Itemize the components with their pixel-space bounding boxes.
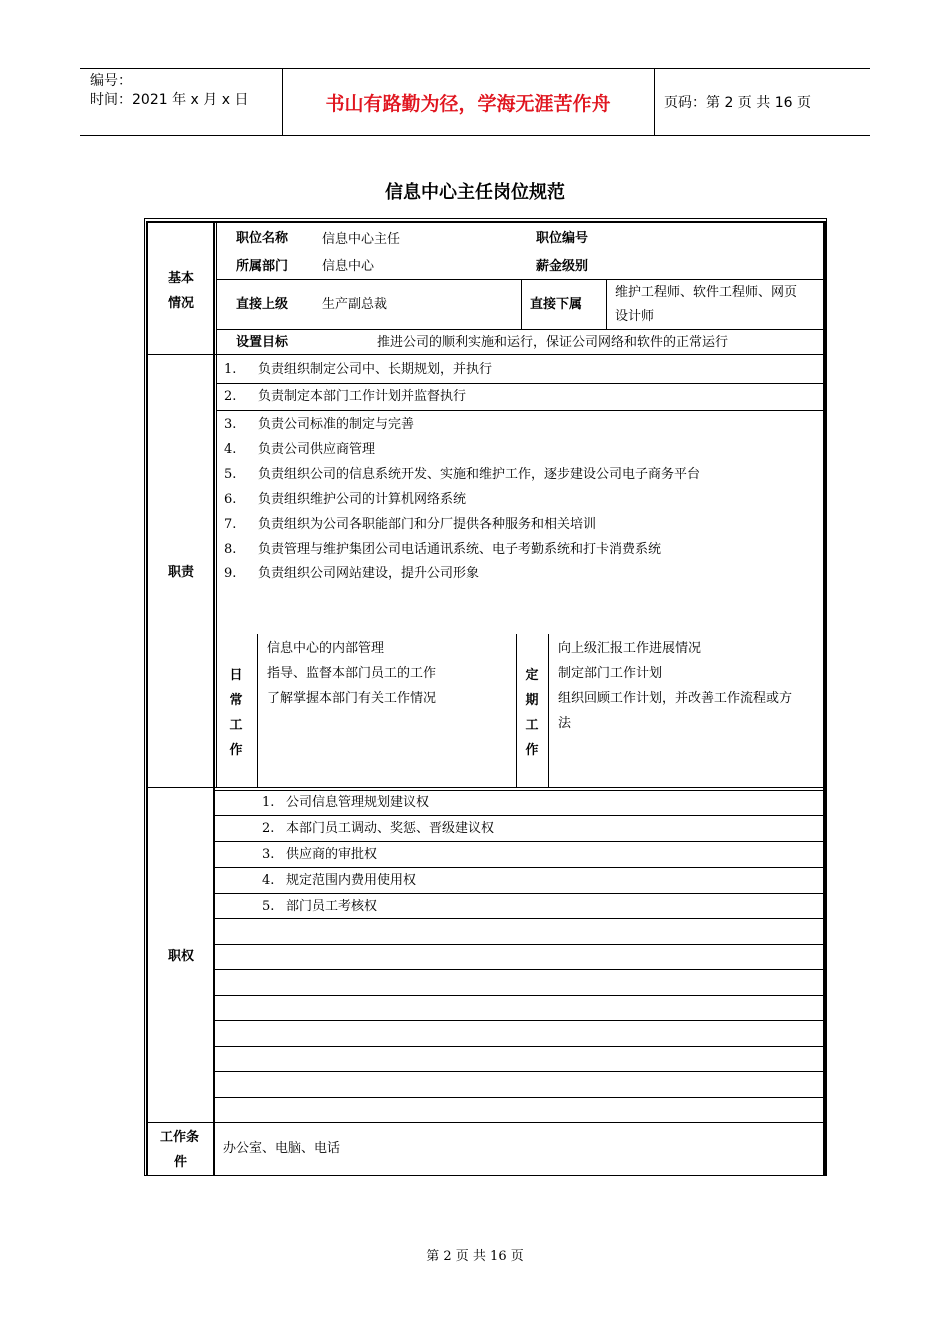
table-top-border	[146, 221, 827, 223]
subordinate-value-line2: 设计师	[615, 309, 655, 324]
separator-basic-duties	[146, 354, 825, 355]
periodic-left-divider	[516, 634, 517, 788]
conditions-value: 办公室、电脑、电话	[223, 1141, 341, 1156]
position-name-value: 信息中心主任	[322, 232, 401, 247]
conditions-label-2: 件	[174, 1155, 188, 1170]
subordinate-label: 直接下属	[530, 297, 583, 312]
authority-rule	[214, 893, 825, 894]
duty-rule-2	[216, 410, 825, 411]
table-right-border	[823, 221, 826, 1176]
authority-rule	[214, 867, 825, 868]
authority-rule	[214, 1020, 825, 1021]
periodic-item: 法	[558, 716, 572, 731]
duty-item: 2. 负责制定本部门工作计划并监督执行	[224, 389, 467, 404]
position-name-label: 职位名称	[236, 231, 289, 246]
separator-duties-authority	[146, 787, 825, 788]
authority-top-rule	[214, 790, 825, 791]
authority-item: 3. 供应商的审批权	[262, 847, 378, 862]
department-label: 所属部门	[236, 259, 289, 274]
authority-rule	[214, 841, 825, 842]
department-value: 信息中心	[322, 259, 375, 274]
authority-item: 2. 本部门员工调动、奖惩、晋级建议权	[262, 821, 495, 836]
basic-section-label-2: 情况	[168, 296, 195, 311]
page-title: 信息中心主任岗位规范	[385, 182, 565, 203]
duty-rule-1	[216, 383, 825, 384]
daily-item: 指导、监督本部门员工的工作	[267, 666, 437, 681]
periodic-work-label: 定 期 工 作	[525, 668, 539, 758]
daily-item: 信息中心的内部管理	[267, 641, 385, 656]
conditions-label-1: 工作条	[160, 1130, 200, 1145]
duty-item: 1. 负责组织制定公司中、长期规划，并执行	[224, 362, 493, 377]
duty-item: 5. 负责组织公司的信息系统开发、实施和维护工作，逐步建设公司电子商务平台	[224, 467, 701, 482]
authority-item: 5. 部门员工考核权	[262, 899, 378, 914]
superior-label: 直接上级	[236, 297, 289, 312]
header-divider-right	[654, 69, 655, 136]
position-code-label: 职位编号	[536, 231, 589, 246]
goal-value: 推进公司的顺利实施和运行，保证公司网络和软件的正常运行	[377, 335, 729, 350]
label-column-divider-inner	[216, 221, 217, 788]
table-left-border	[146, 221, 148, 1176]
basic-row-rule-2	[216, 329, 825, 330]
periodic-label-divider	[548, 634, 549, 788]
authority-item: 1. 公司信息管理规划建议权	[262, 795, 430, 810]
duty-item: 7. 负责组织为公司各职能部门和分厂提供各种服务和相关培训	[224, 517, 597, 532]
authority-rule	[214, 1097, 825, 1098]
authority-rule	[214, 995, 825, 996]
authority-rule	[214, 1046, 825, 1047]
header-top-rule	[80, 68, 870, 69]
periodic-item: 组织回顾工作计划，并改善工作流程或方	[558, 691, 793, 706]
doc-date: 时间：2021 年 x 月 x 日	[90, 92, 249, 108]
duties-section-label: 职责	[168, 565, 195, 580]
basic-subordinate-divider-b	[606, 279, 607, 329]
periodic-item: 制定部门工作计划	[558, 666, 663, 681]
goal-label: 设置目标	[236, 335, 289, 350]
basic-subordinate-divider-a	[521, 279, 522, 329]
header-bottom-rule	[80, 135, 870, 136]
header-page-info: 页码：第 2 页 共 16 页	[664, 95, 811, 111]
duty-item: 3. 负责公司标准的制定与完善	[224, 417, 415, 432]
authority-rule	[214, 969, 825, 970]
daily-item: 了解掌握本部门有关工作情况	[267, 691, 437, 706]
separator-authority-conditions	[146, 1122, 825, 1123]
authority-section-label: 职权	[168, 949, 195, 964]
basic-section-label-1: 基本	[168, 271, 195, 286]
duty-item: 9. 负责组织公司网站建设，提升公司形象	[224, 566, 480, 581]
daily-label-divider	[257, 634, 258, 788]
salary-label: 薪金级别	[536, 259, 589, 274]
label-column-divider	[213, 221, 215, 1176]
subordinate-value-line1: 维护工程师、软件工程师、网页	[615, 285, 798, 300]
footer-page-number: 第 2 页 共 16 页	[426, 1249, 524, 1264]
duty-item: 6. 负责组织维护公司的计算机网络系统	[224, 492, 467, 507]
authority-rule	[214, 918, 825, 919]
authority-rule	[214, 1071, 825, 1072]
daily-work-label: 日 常 工 作	[229, 668, 243, 758]
authority-rule	[214, 815, 825, 816]
duty-item: 4. 负责公司供应商管理	[224, 442, 376, 457]
doc-number-label: 编号：	[90, 73, 132, 89]
header-motto: 书山有路勤为径，学海无涯苦作舟	[325, 93, 611, 115]
periodic-item: 向上级汇报工作进展情况	[558, 641, 702, 656]
superior-value: 生产副总裁	[322, 297, 388, 312]
authority-rule	[214, 944, 825, 945]
authority-item: 4. 规定范围内费用使用权	[262, 873, 417, 888]
duty-item: 8. 负责管理与维护集团公司电话通讯系统、电子考勤系统和打卡消费系统	[224, 542, 662, 557]
